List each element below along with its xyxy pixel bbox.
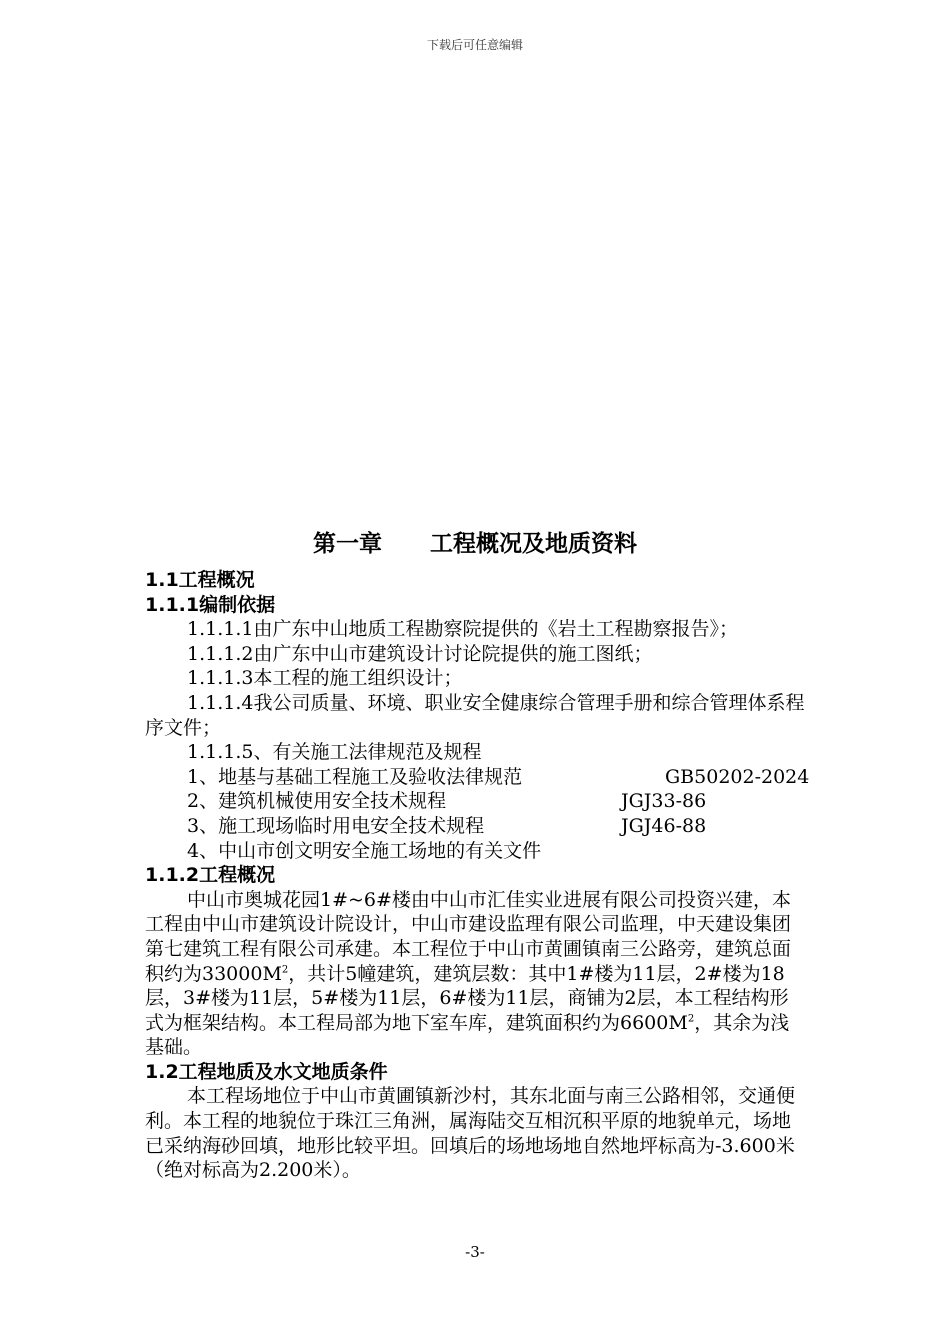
geology-paragraph: 本工程场地位于中山市黄圃镇新沙村，其东北面与南三公路相邻，交通便利。本工程的地貌位于珠江三角洲，属海陆交互相沉积平原的地貌单元，场地已采纳海砂回填，地形比较平坦。回填后的场地场地自然地坪标高为-3.600米（绝对标高为2.200米）。 xyxy=(145,1085,796,1182)
superscript: 2 xyxy=(687,1013,695,1025)
basis-item: 1.1.1.1由广东中山地质工程勘察院提供的《岩土工程勘察报告》； xyxy=(187,618,738,641)
page-header: 下载后可任意编辑 xyxy=(426,38,523,52)
standard-code: JGJ46-88 xyxy=(621,814,707,837)
standard-name: 4、中山市创文明安全施工场地的有关文件 xyxy=(187,839,542,862)
standard-code: GB50202-2024 xyxy=(665,765,810,788)
overview-paragraph xyxy=(145,888,805,1060)
chapter-title: 第一章 工程概况及地质资料 xyxy=(312,531,638,557)
standard-row xyxy=(145,814,805,839)
standard-code: JGJ33-86 xyxy=(621,790,707,813)
standard-row xyxy=(145,839,805,864)
standard-name: 3、施工现场临时用电安全技术规程 xyxy=(187,814,485,837)
subsection-heading: 1.1.1编制依据 xyxy=(145,593,276,616)
section-heading: 1.2工程地质及水文地质条件 xyxy=(145,1060,388,1083)
standard-name: 2、建筑机械使用安全技术规程 xyxy=(187,790,447,813)
page-number: -3- xyxy=(465,1243,485,1261)
basis-item: 1.1.1.3本工程的施工组织设计； xyxy=(187,667,463,690)
standard-row xyxy=(145,789,805,814)
document-body xyxy=(145,568,810,1183)
basis-item: 1.1.1.5、有关施工法律规范及规程 xyxy=(187,741,482,764)
standard-row xyxy=(145,765,810,790)
superscript: 2 xyxy=(281,964,289,976)
overview-text: ，共计5幢建筑，建筑层数：其中1#楼为11层，2#楼为18层，3#楼为11层，5#楼为11层，6#楼为11层，商铺为2层，本工程结构形式为框架结构。本工程局部为地下室车库，建筑面积约为6600M xyxy=(145,962,789,1034)
overview-text: 中山市奥城花园1#~6#楼由中山市汇佳实业进展有限公司投资兴建，本工程由中山市建筑设计院设计，中山市建设监理有限公司监理，中天建设集团第七建筑工程有限公司承建。本工程位于中山市黄圃镇南三公路旁，建筑总面积约为33000M xyxy=(145,888,792,985)
section-heading: 1.1工程概况 xyxy=(145,569,255,591)
standard-name: 1、地基与基础工程施工及验收法律规范 xyxy=(187,765,523,788)
basis-item: 1.1.1.2由广东中山市建筑设计讨论院提供的施工图纸； xyxy=(187,642,653,665)
basis-item: 1.1.1.4我公司质量、环境、职业安全健康综合管理手册和综合管理体系程序文件； xyxy=(145,691,805,739)
subsection-heading: 1.1.2工程概况 xyxy=(145,864,276,887)
overview-text: ，其余为浅基础。 xyxy=(145,1011,790,1059)
